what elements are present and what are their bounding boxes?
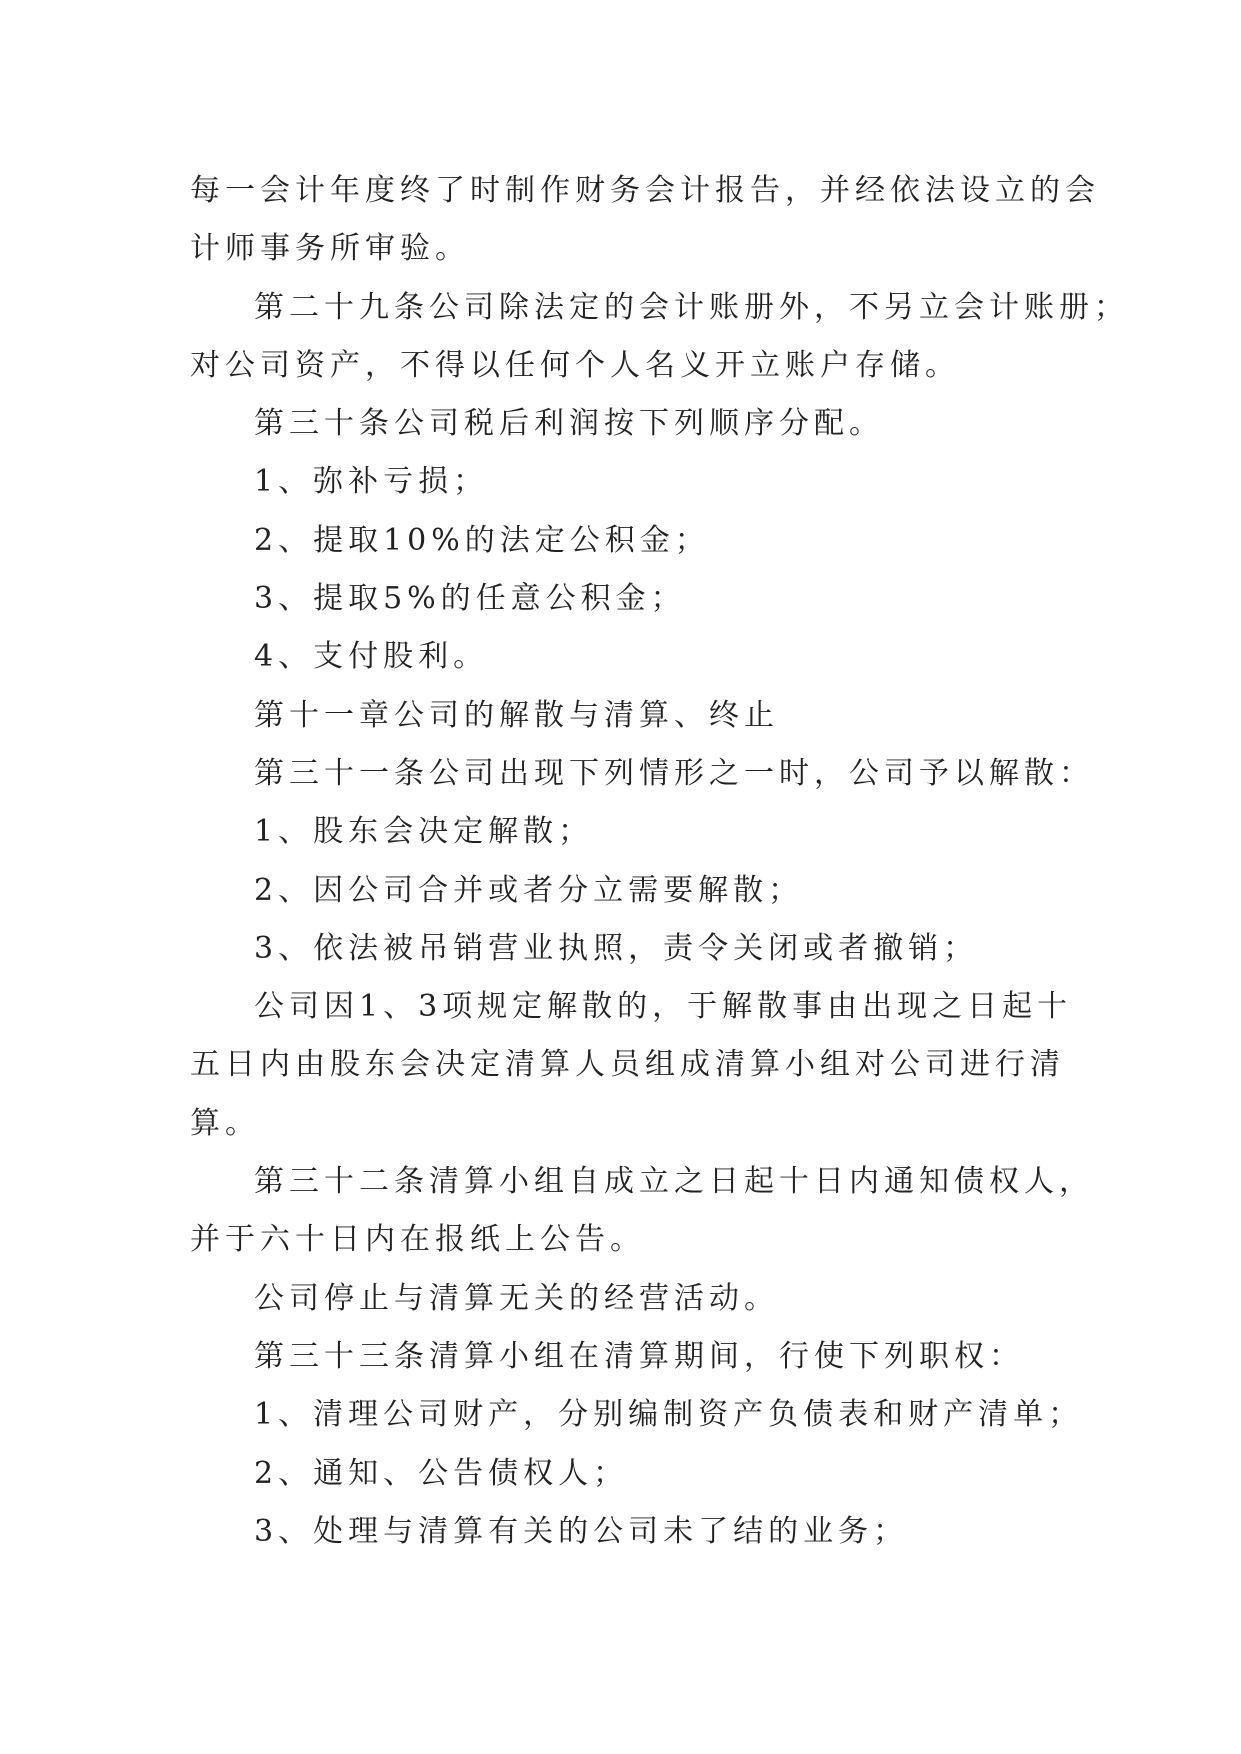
paragraph-accounting-report: [190, 162, 1100, 279]
paragraph-cease-operations: 公司停止与清算无关的经营活动。: [254, 1280, 779, 1316]
paragraph-article-33: 第三十三条清算小组在清算期间，行使下列职权：: [254, 1338, 1024, 1374]
paragraph-article-29: [190, 279, 1129, 396]
list-item: 3、提取5%的任意公积金；: [254, 581, 686, 617]
line: 公司因1、3项规定解散的，于解散事由出现之日起十: [254, 989, 1073, 1025]
paragraph-dissolution-procedure: [190, 978, 1073, 1153]
list-item: 1、股东会决定解散；: [254, 814, 594, 850]
paragraph-article-32: [190, 1153, 1094, 1270]
document-body: [190, 162, 1129, 1561]
line: 五日内由股东会决定清算人员组成清算小组对公司进行清: [190, 1047, 1065, 1083]
list-item: 2、提取10%的法定公积金；: [254, 522, 710, 558]
line: 每一会计年度终了时制作财务会计报告，并经依法设立的会: [190, 173, 1100, 208]
line: 第二十九条公司除法定的会计账册外，不另立会计账册；: [254, 289, 1129, 325]
paragraph-article-30: 第三十条公司税后利润按下列顺序分配。: [254, 406, 884, 442]
list-item: 2、因公司合并或者分立需要解散；: [254, 872, 804, 908]
list-item: 1、弥补亏损；: [254, 464, 489, 500]
line: 第三十二条清算小组自成立之日起十日内通知债权人，: [254, 1164, 1094, 1200]
list-item: 1、清理公司财产，分别编制资产负债表和财产清单；: [254, 1397, 1084, 1433]
list-item: 3、处理与清算有关的公司未了结的业务；: [254, 1513, 909, 1549]
line: 并于六十日内在报纸上公告。: [190, 1222, 645, 1258]
chapter-heading: 第十一章公司的解散与清算、终止: [254, 697, 779, 733]
list-item: 3、依法被吊销营业执照，责令关闭或者撤销；: [254, 930, 979, 966]
line: 算。: [190, 1105, 260, 1141]
paragraph-article-31: 第三十一条公司出现下列情形之一时，公司予以解散：: [254, 755, 1094, 791]
list-item: 4、支付股利。: [254, 639, 489, 675]
line: 对公司资产，不得以任何个人名义开立账户存储。: [190, 347, 960, 383]
list-item: 2、通知、公告债权人；: [254, 1455, 629, 1491]
line: 计师事务所审验。: [190, 231, 470, 267]
